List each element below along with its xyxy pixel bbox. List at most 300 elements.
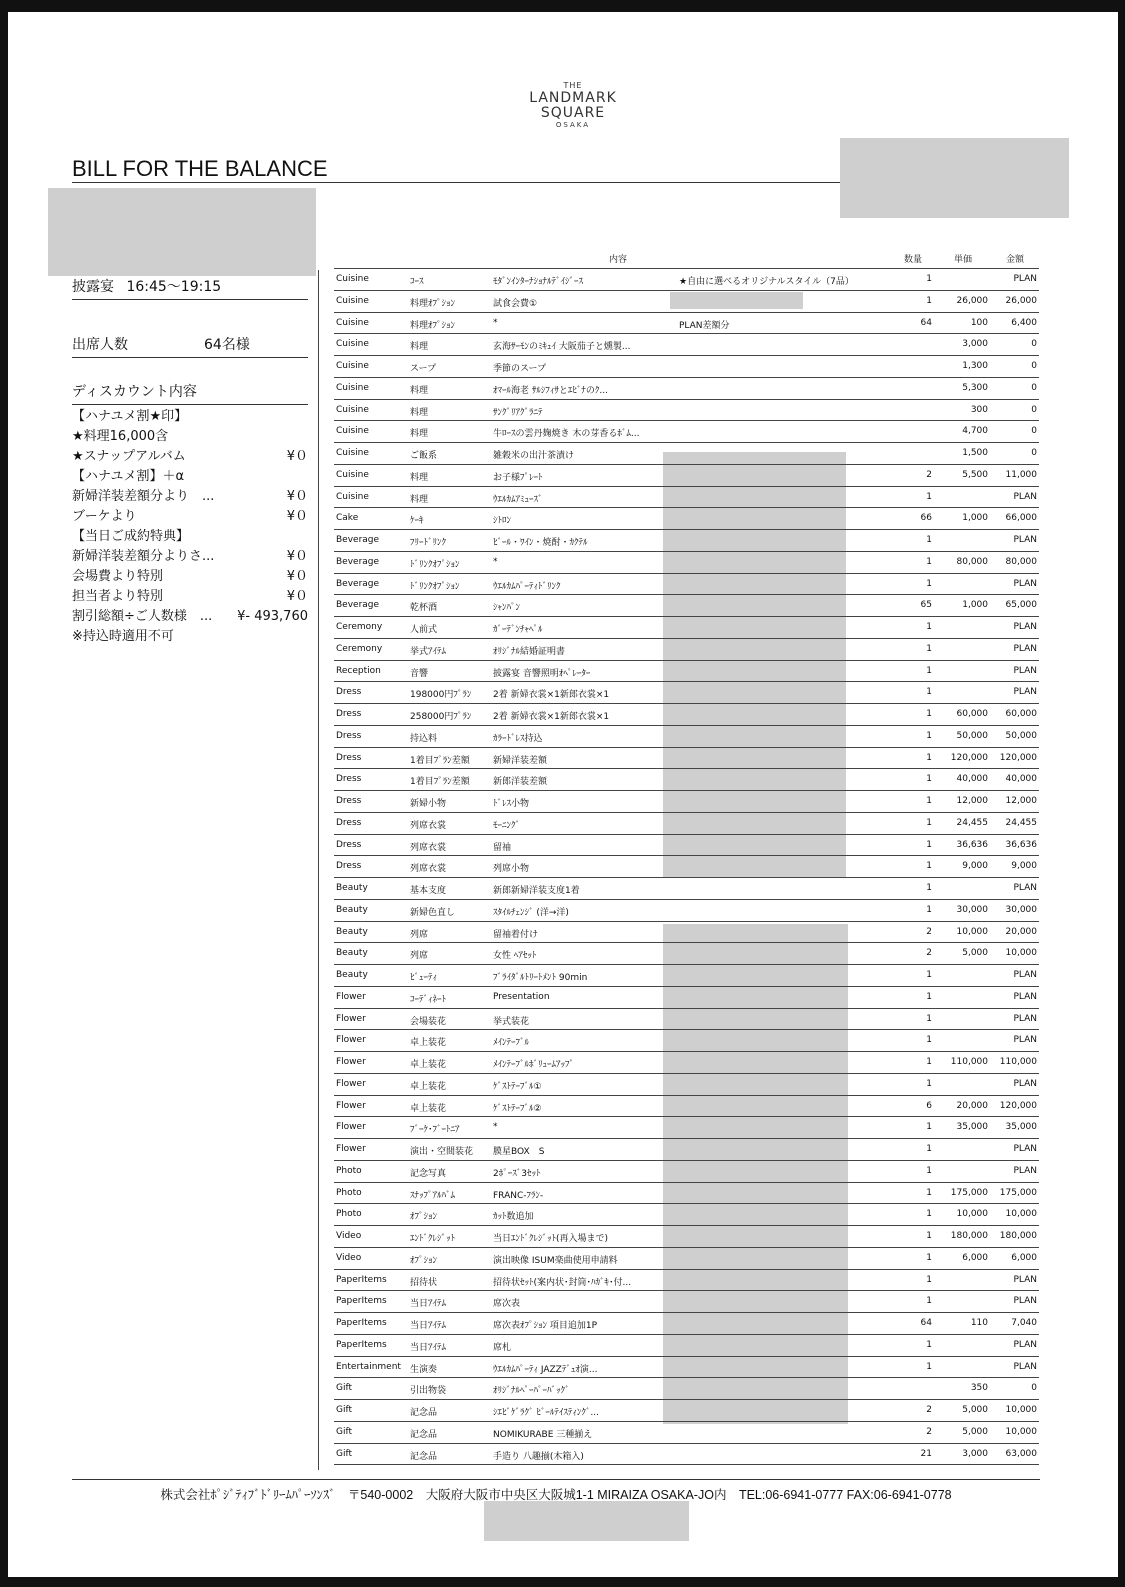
- venue-logo: [498, 82, 648, 129]
- amount-cell: 35,000: [1005, 1122, 1037, 1133]
- subcategory-cell: 卓上装花: [410, 1081, 447, 1092]
- table-header: [334, 248, 1039, 268]
- discount-label: 【ハナユメ割】＋α: [72, 469, 185, 484]
- company-footer: 株式会社ﾎﾟｼﾞﾃｨﾌﾞﾄﾞﾘｰﾑﾊﾟｰｿﾝｽﾞ 〒540-0002 大阪府大阪市中央区大阪城1-1 MIRAIZA OSAKA-JO内 TEL:06-6941-0777 FAX:06-6941-0778: [160, 1488, 952, 1502]
- table-row: [334, 1422, 1039, 1444]
- subcategory-cell: 会場装花: [410, 1016, 447, 1027]
- unit-price-cell: 12,000: [956, 796, 988, 806]
- unit-price-cell: 110,000: [950, 1057, 988, 1067]
- amount-cell: 0: [1031, 339, 1037, 350]
- category-cell: Cuisine: [336, 274, 369, 284]
- table-row: [334, 1270, 1039, 1292]
- amount-cell: 180,000: [999, 1231, 1037, 1241]
- category-cell: Dress: [336, 687, 362, 698]
- category-cell: Dress: [336, 796, 362, 806]
- unit-price-cell: 350: [970, 1383, 988, 1394]
- amount-cell: 6,400: [1011, 317, 1037, 328]
- unit-price-cell: 5,300: [962, 382, 988, 393]
- category-cell: Reception: [336, 665, 381, 676]
- category-cell: Beauty: [336, 926, 368, 937]
- unit-price-cell: 1,000: [962, 513, 988, 524]
- unit-price-cell: 10,000: [956, 926, 988, 937]
- table-row: [334, 1378, 1039, 1400]
- unit-price-cell: 35,000: [956, 1122, 988, 1133]
- subcategory-cell: 料理: [410, 494, 429, 505]
- subcategory-cell: 当日ｱｲﾃﾑ: [410, 1342, 447, 1353]
- subcategory-cell: 198000円ﾌﾟﾗﾝ: [410, 690, 472, 701]
- table-row: [334, 1400, 1039, 1422]
- note-cell: ★自由に選べるオリジナルスタイル（7品）: [679, 277, 854, 287]
- amount-cell: 50,000: [1005, 730, 1037, 741]
- quantity-cell: 2: [926, 948, 932, 959]
- quantity-cell: 1: [926, 687, 932, 698]
- category-cell: Beauty: [336, 948, 368, 959]
- description-cell: 招待状ｾｯﾄ(案内状･封筒･ﾊｶﾞｷ･付...: [493, 1277, 632, 1288]
- subcategory-cell: 料理: [410, 407, 429, 418]
- unit-price-cell: 24,455: [956, 817, 988, 828]
- unit-price-cell: 120,000: [950, 752, 988, 763]
- subcategory-cell: 記念品: [410, 1429, 438, 1440]
- table-row: [334, 421, 1039, 443]
- discount-label: ★スナップアルバム: [72, 449, 186, 464]
- amount-cell: PLAN: [1013, 1035, 1037, 1046]
- subcategory-cell: 基本支度: [410, 886, 447, 896]
- quantity-cell: 1: [926, 274, 932, 284]
- description-cell: ﾓｰﾆﾝｸﾞ: [493, 820, 521, 831]
- category-cell: Flower: [336, 1100, 366, 1111]
- description-cell: 挙式装花: [493, 1016, 530, 1027]
- description-cell: ｻﾝｸﾞﾘｱｸﾞﾗﾆﾃ: [493, 407, 543, 418]
- discount-value: ¥０: [286, 549, 308, 564]
- category-cell: Flower: [336, 1144, 366, 1154]
- description-cell: 披露宴 音響照明ｵﾍﾟﾚｰﾀｰ: [493, 668, 591, 679]
- line-items-table: [334, 248, 1039, 1465]
- subcategory-cell: 列席衣裳: [410, 842, 447, 853]
- description-cell: ﾌﾞﾗｲﾀﾞﾙﾄﾘｰﾄﾒﾝﾄ 90min: [493, 973, 588, 983]
- subcategory-cell: 乾杯酒: [410, 603, 438, 614]
- logo-square: SQUARE: [540, 105, 606, 122]
- amount-cell: 10,000: [1005, 1426, 1037, 1437]
- category-cell: Cuisine: [336, 469, 369, 480]
- description-cell: ｽﾀｲﾙﾁｪﾝｼﾞ (洋→洋): [493, 907, 569, 918]
- table-row: [334, 1096, 1039, 1118]
- unit-price-cell: 30,000: [956, 904, 988, 915]
- quantity-cell: 64: [920, 1318, 932, 1328]
- subcategory-cell: 生演奏: [410, 1364, 438, 1375]
- description-cell: FRANC-ﾌﾗﾝ-: [493, 1190, 544, 1201]
- amount-cell: 12,000: [1005, 796, 1037, 806]
- amount-cell: 36,636: [1005, 839, 1037, 850]
- description-cell: Presentation: [493, 991, 550, 1002]
- table-row: [334, 965, 1039, 987]
- unit-price-cell: 6,000: [962, 1252, 988, 1263]
- amount-cell: 11,000: [1005, 469, 1037, 480]
- discount-label: 担当者より特別: [72, 589, 164, 604]
- unit-price-cell: 110: [970, 1318, 988, 1328]
- discount-label: 【ハナユメ割★印】: [72, 409, 188, 424]
- redacted-block-left: [48, 188, 316, 276]
- quantity-cell: 2: [926, 469, 932, 480]
- quantity-cell: 1: [926, 1035, 932, 1046]
- description-cell: 留袖: [493, 842, 512, 853]
- description-cell: *: [493, 556, 498, 567]
- column-divider: [318, 270, 319, 1470]
- category-cell: Photo: [336, 1187, 362, 1198]
- amount-cell: 60,000: [1005, 709, 1037, 719]
- category-cell: PaperItems: [336, 1318, 387, 1328]
- quantity-cell: 65: [920, 600, 932, 611]
- discount-section: [72, 381, 308, 647]
- table-row: [334, 813, 1039, 835]
- quantity-cell: 1: [926, 556, 932, 567]
- amount-cell: PLAN: [1013, 883, 1037, 893]
- subcategory-cell: 当日ｱｲﾃﾑ: [410, 1299, 447, 1310]
- quantity-cell: 1: [926, 817, 932, 828]
- subcategory-cell: 258000円ﾌﾟﾗﾝ: [410, 712, 472, 722]
- description-cell: 雑穀米の出汁茶漬け: [493, 451, 575, 461]
- table-row: [334, 878, 1039, 900]
- discount-value: ¥０: [286, 449, 308, 464]
- description-cell: 2着 新婦衣裳×1新郎衣裳×1: [493, 712, 610, 722]
- quantity-cell: 1: [926, 1361, 932, 1372]
- category-cell: Flower: [336, 991, 366, 1002]
- category-cell: PaperItems: [336, 1274, 387, 1285]
- header-unit: 単価: [954, 255, 973, 265]
- table-row: [334, 1161, 1039, 1183]
- unit-price-cell: 300: [970, 404, 988, 415]
- discount-value: ¥０: [286, 489, 308, 504]
- unit-price-cell: 5,000: [962, 1405, 988, 1415]
- unit-price-cell: 1,300: [962, 361, 988, 371]
- subcategory-cell: 持込料: [410, 733, 438, 744]
- quantity-cell: 1: [926, 883, 932, 893]
- discount-item: [72, 447, 308, 467]
- table-row: [334, 748, 1039, 770]
- quantity-cell: 1: [926, 991, 932, 1002]
- amount-cell: 26,000: [1005, 295, 1037, 306]
- description-cell: 2ﾎﾟｰｽﾞ3ｾｯﾄ: [493, 1168, 541, 1179]
- amount-cell: 9,000: [1011, 861, 1037, 872]
- category-cell: Photo: [336, 1209, 362, 1220]
- table-row: [334, 443, 1039, 465]
- subcategory-cell: ﾋﾞｭｰﾃｨ: [410, 973, 438, 983]
- amount-cell: 120,000: [999, 752, 1037, 763]
- unit-price-cell: 1,500: [962, 448, 988, 458]
- description-cell: ｳｴﾙｶﾑｱﾐｭｰｽﾞ: [493, 494, 543, 505]
- description-cell: ｹﾞｽﾄﾃｰﾌﾞﾙ②: [493, 1103, 542, 1114]
- amount-cell: PLAN: [1013, 1274, 1037, 1285]
- quantity-cell: 1: [926, 491, 932, 502]
- subcategory-cell: ｽﾅｯﾌﾟｱﾙﾊﾞﾑ: [410, 1190, 456, 1201]
- discount-label: ※持込時適用不可: [72, 629, 174, 644]
- quantity-cell: 1: [926, 1209, 932, 1220]
- description-cell: ﾓﾀﾞﾝｲﾝﾀｰﾅｼｮﾅﾙﾃﾞｲｼﾞｰｽ: [493, 277, 584, 287]
- amount-cell: 0: [1031, 426, 1037, 437]
- description-cell: 新郎洋装差額: [493, 777, 548, 788]
- quantity-cell: 1: [926, 1252, 932, 1263]
- subcategory-cell: ｴﾝﾄﾞｸﾚｼﾞｯﾄ: [410, 1234, 456, 1244]
- header-amount: 金額: [1006, 255, 1025, 265]
- table-row: [334, 639, 1039, 661]
- amount-cell: PLAN: [1013, 643, 1037, 654]
- discount-item: [72, 407, 308, 427]
- table-row: [334, 378, 1039, 400]
- discount-label: ブーケより: [72, 509, 137, 524]
- category-cell: Video: [336, 1252, 362, 1263]
- quantity-cell: 2: [926, 1405, 932, 1415]
- table-row: [334, 356, 1039, 378]
- description-cell: 膜星BOX S: [493, 1147, 545, 1157]
- table-row: [334, 574, 1039, 596]
- amount-cell: PLAN: [1013, 665, 1037, 676]
- category-cell: Dress: [336, 839, 362, 850]
- category-cell: Dress: [336, 861, 362, 872]
- category-cell: Gift: [336, 1405, 353, 1415]
- document-title: BILL FOR THE BALANCE: [72, 156, 328, 181]
- description-cell: お子様ﾌﾟﾚｰﾄ: [493, 472, 543, 483]
- quantity-cell: 1: [926, 665, 932, 676]
- unit-price-cell: 5,500: [962, 469, 988, 480]
- discount-item: [72, 507, 308, 527]
- description-cell: 玄海ｻｰﾓﾝのﾐｷｭｲ 大阪茄子と燻製...: [493, 342, 631, 353]
- discount-item: [72, 587, 308, 607]
- reception-section: [72, 276, 308, 300]
- table-row: [334, 1009, 1039, 1031]
- category-cell: Beauty: [336, 904, 368, 915]
- guests-value: 64名様: [204, 337, 250, 353]
- guests-label: 出席人数: [72, 337, 128, 353]
- quantity-cell: 6: [926, 1100, 932, 1111]
- discount-item: [72, 567, 308, 587]
- category-cell: Cuisine: [336, 448, 369, 458]
- quantity-cell: 1: [926, 1274, 932, 1285]
- subcategory-cell: 新婦小物: [410, 799, 447, 809]
- quantity-cell: 1: [926, 1296, 932, 1307]
- subcategory-cell: 料理: [410, 385, 429, 396]
- quantity-cell: 1: [926, 1122, 932, 1133]
- subcategory-cell: 料理: [410, 342, 429, 353]
- amount-cell: PLAN: [1013, 622, 1037, 632]
- table-row: [334, 1183, 1039, 1205]
- amount-cell: 0: [1031, 361, 1037, 371]
- description-cell: 新婦洋装差額: [493, 755, 548, 766]
- description-cell: ｳｴﾙｶﾑﾊﾟｰﾃｨ JAZZﾃﾞｭｵ演...: [493, 1364, 598, 1375]
- description-cell: ｵﾘｼﾞﾅﾙﾍﾟｰﾊﾟｰﾊﾞｯｸﾞ: [493, 1386, 570, 1397]
- table-row: [334, 334, 1039, 356]
- category-cell: Video: [336, 1231, 362, 1241]
- unit-price-cell: 9,000: [962, 861, 988, 872]
- quantity-cell: 1: [926, 535, 932, 545]
- unit-price-cell: 4,700: [962, 426, 988, 437]
- table-row: [334, 1052, 1039, 1074]
- table-row: [334, 791, 1039, 813]
- table-row: [334, 313, 1039, 335]
- category-cell: Gift: [336, 1448, 353, 1459]
- description-cell: 列席小物: [493, 864, 530, 875]
- description-cell: 席次表: [493, 1299, 521, 1310]
- description-cell: ﾒｲﾝﾃｰﾌﾞﾙ: [493, 1038, 530, 1049]
- redacted-block-top-right: [840, 138, 1069, 218]
- table-body: [334, 268, 1039, 1465]
- category-cell: Beverage: [336, 578, 380, 589]
- table-row: [334, 1226, 1039, 1248]
- logo-landmark: LANDMARK: [529, 89, 617, 106]
- redacted-block-footer: [484, 1501, 689, 1541]
- amount-cell: 0: [1031, 382, 1037, 393]
- subcategory-cell: 料理: [410, 472, 429, 483]
- discount-value: ¥- 493,760: [237, 609, 308, 624]
- category-cell: Cuisine: [336, 339, 369, 350]
- category-cell: Ceremony: [336, 622, 383, 632]
- discount-label: 会場費より特別: [72, 569, 164, 584]
- category-cell: Cuisine: [336, 426, 369, 437]
- unit-price-cell: 40,000: [956, 774, 988, 785]
- amount-cell: 6,000: [1011, 1252, 1037, 1263]
- quantity-cell: 1: [926, 295, 932, 306]
- table-row: [334, 530, 1039, 552]
- category-cell: Cuisine: [336, 295, 369, 306]
- amount-cell: PLAN: [1013, 1296, 1037, 1307]
- description-cell: ﾄﾞﾚｽ小物: [493, 799, 530, 809]
- category-cell: Flower: [336, 1078, 366, 1089]
- subcategory-cell: 卓上装花: [410, 1060, 447, 1070]
- subcategory-cell: 列席衣裳: [410, 864, 447, 875]
- category-cell: Entertainment: [336, 1361, 401, 1372]
- category-cell: Cuisine: [336, 317, 369, 328]
- amount-cell: 10,000: [1005, 1405, 1037, 1415]
- unit-price-cell: 10,000: [956, 1209, 988, 1220]
- guests-section: [72, 334, 308, 358]
- header-content: 内容: [609, 255, 628, 265]
- category-cell: Beverage: [336, 556, 380, 567]
- discount-item: [72, 547, 308, 567]
- description-cell: 当日ｴﾝﾄﾞｸﾚｼﾞｯﾄ(再入場まで): [493, 1234, 609, 1244]
- subcategory-cell: 列席衣裳: [410, 820, 447, 831]
- table-row: [334, 595, 1039, 617]
- unit-price-cell: 180,000: [950, 1231, 988, 1241]
- description-cell: NOMIKURABE 三種揃え: [493, 1429, 593, 1440]
- amount-cell: 120,000: [999, 1100, 1037, 1111]
- category-cell: Cuisine: [336, 361, 369, 371]
- table-row: [334, 269, 1039, 291]
- amount-cell: 0: [1031, 404, 1037, 415]
- subcategory-cell: 卓上装花: [410, 1103, 447, 1114]
- subcategory-cell: 卓上装花: [410, 1038, 447, 1049]
- header-qty: 数量: [904, 255, 923, 265]
- table-row: [334, 617, 1039, 639]
- quantity-cell: 1: [926, 578, 932, 589]
- subcategory-cell: ｺｰﾃﾞｨﾈｰﾄ: [410, 994, 447, 1005]
- quantity-cell: 21: [920, 1448, 932, 1459]
- table-row: [334, 552, 1039, 574]
- description-cell: 留袖着付け: [493, 929, 539, 940]
- subcategory-cell: 当日ｱｲﾃﾑ: [410, 1321, 447, 1331]
- unit-price-cell: 20,000: [956, 1100, 988, 1111]
- category-cell: Cuisine: [336, 491, 369, 502]
- discount-value: ¥０: [286, 509, 308, 524]
- amount-cell: PLAN: [1013, 687, 1037, 698]
- footer-divider: [72, 1479, 1040, 1480]
- unit-price-cell: 60,000: [956, 709, 988, 719]
- subcategory-cell: 記念品: [410, 1408, 438, 1418]
- category-cell: Flower: [336, 1035, 366, 1046]
- discount-label: 新婦洋装差額分より ...: [72, 489, 215, 504]
- amount-cell: 110,000: [999, 1057, 1037, 1067]
- table-row: [334, 291, 1039, 313]
- unit-price-cell: 175,000: [950, 1187, 988, 1198]
- subcategory-cell: 料理ｵﾌﾟｼｮﾝ: [410, 320, 456, 331]
- quantity-cell: 1: [926, 1187, 932, 1198]
- discount-label: ★料理16,000含: [72, 429, 169, 444]
- subcategory-cell: 記念写真: [410, 1168, 447, 1179]
- subcategory-cell: 音響: [410, 668, 429, 679]
- quantity-cell: 64: [920, 317, 932, 328]
- subcategory-cell: ｵﾌﾟｼｮﾝ: [410, 1255, 438, 1266]
- description-cell: ﾒｲﾝﾃｰﾌﾞﾙﾎﾞﾘｭｰﾑｱｯﾌﾟ: [493, 1060, 575, 1070]
- quantity-cell: 1: [926, 1165, 932, 1176]
- amount-cell: 63,000: [1005, 1448, 1037, 1459]
- table-row: [334, 1291, 1039, 1313]
- category-cell: Cake: [336, 513, 359, 524]
- table-row: [334, 487, 1039, 509]
- quantity-cell: 1: [926, 752, 932, 763]
- subcategory-cell: ﾄﾞﾘﾝｸｵﾌﾟｼｮﾝ: [410, 581, 460, 592]
- quantity-cell: 66: [920, 513, 932, 524]
- subcategory-cell: ｵﾌﾟｼｮﾝ: [410, 1212, 438, 1223]
- description-cell: 新郎新婦洋装支度1着: [493, 886, 580, 896]
- category-cell: Flower: [336, 1057, 366, 1067]
- amount-cell: 0: [1031, 1383, 1037, 1394]
- table-row: [334, 508, 1039, 530]
- description-cell: ｵﾘｼﾞﾅﾙ結婚証明書: [493, 646, 566, 657]
- amount-cell: PLAN: [1013, 1165, 1037, 1176]
- description-cell: ﾋﾞｰﾙ・ﾜｲﾝ・焼酎・ｶｸﾃﾙ: [493, 538, 588, 548]
- table-row: [334, 1117, 1039, 1139]
- quantity-cell: 1: [926, 1078, 932, 1089]
- description-cell: ｼｬﾝﾊﾟﾝ: [493, 603, 521, 614]
- discount-item: [72, 467, 308, 487]
- category-cell: Beauty: [336, 883, 368, 893]
- amount-cell: PLAN: [1013, 274, 1037, 284]
- reception-label: 披露宴: [72, 279, 114, 295]
- quantity-cell: 1: [926, 643, 932, 654]
- description-cell: ｶﾗｰﾄﾞﾚｽ持込: [493, 733, 543, 744]
- description-cell: 女性 ﾍｱｾｯﾄ: [493, 951, 537, 962]
- subcategory-cell: ｹｰｷ: [410, 516, 424, 527]
- amount-cell: PLAN: [1013, 970, 1037, 980]
- unit-price-cell: 100: [970, 317, 988, 328]
- category-cell: Dress: [336, 752, 362, 763]
- table-row: [334, 1204, 1039, 1226]
- discount-label: 割引総額÷ご人数様 ...: [72, 609, 213, 624]
- title-underline: [72, 182, 842, 183]
- category-cell: Beverage: [336, 600, 380, 611]
- subcategory-cell: 人前式: [410, 625, 438, 635]
- amount-cell: 0: [1031, 448, 1037, 458]
- quantity-cell: 2: [926, 926, 932, 937]
- subcategory-cell: 1着目ﾌﾟﾗﾝ差額: [410, 777, 470, 788]
- unit-price-cell: 5,000: [962, 948, 988, 959]
- description-cell: 2着 新婦衣裳×1新郎衣裳×1: [493, 690, 610, 701]
- table-row: [334, 1444, 1039, 1466]
- note-cell: PLAN差額分: [679, 320, 730, 331]
- reception-time: 16:45～19:15: [126, 279, 222, 295]
- discount-item: [72, 527, 308, 547]
- quantity-cell: 1: [926, 730, 932, 741]
- table-row: [334, 1357, 1039, 1379]
- unit-price-cell: 3,000: [962, 1448, 988, 1459]
- quantity-cell: 1: [926, 1339, 932, 1350]
